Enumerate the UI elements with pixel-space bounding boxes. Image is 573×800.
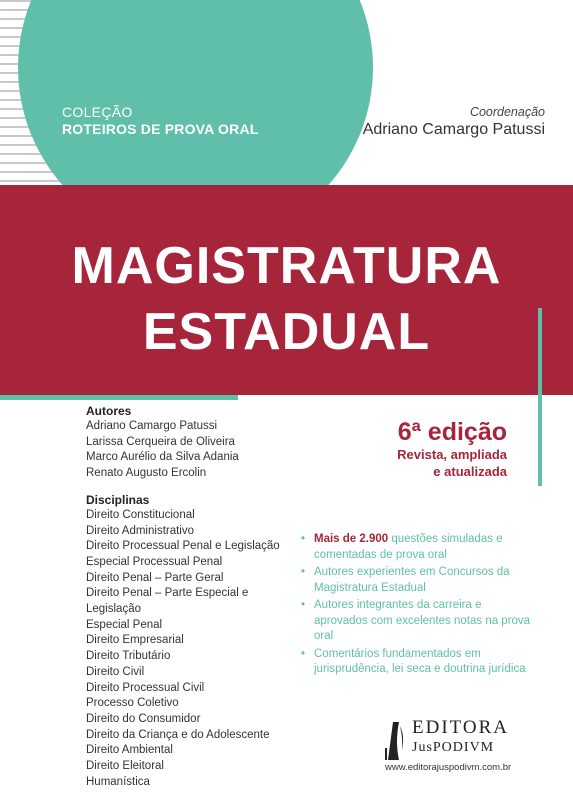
highlight-item [300,532,532,563]
highlight-text: Autores integrantes da carreira e aprovados com excelentes notas na prova oral [314,599,531,642]
discipline-item: Direito Ambiental [86,744,173,757]
publisher-name-bottom: JusPODIVM [412,740,495,755]
bullet-icon: • [301,599,306,611]
author-name: Renato Augusto Ercolin [86,467,207,480]
pen-nib-icon [385,720,407,760]
discipline-item: Direito Constitucional [86,508,195,521]
section-spacer [86,482,296,492]
edition-line2: Revista, ampliada [397,447,507,462]
discipline-item: Direito Civil [86,665,145,678]
discipline-item: Especial Penal [86,618,163,631]
author-name: Larissa Cerqueira de Oliveira [86,435,235,448]
discipline-item: Especial Processual Penal [86,555,223,568]
edition-line3: e atualizada [433,464,507,479]
accent-underline [0,395,238,400]
credits-column [86,403,296,790]
bullet-icon: • [301,566,306,578]
highlight-text: Comentários fundamentados em jurisprudência, lei seca e doutrina jurídica [314,647,526,675]
highlights-list [300,532,532,680]
accent-vertical-bar [538,308,542,486]
bullet-icon: • [301,647,306,660]
publisher-name-top: EDITORA [412,717,510,738]
coordination-block [363,104,545,140]
collection-line1: COLEÇÃO [62,104,133,120]
highlight-item [300,565,532,596]
publisher-url: www.editorajuspodivm.com.br [385,762,512,773]
highlight-text: questões simuladas e comentadas de prova oral [314,533,503,561]
coordination-name: Adriano Camargo Patussi [362,121,545,138]
disciplines-heading: Disciplinas [86,492,150,507]
author-name: Adriano Camargo Patussi [86,420,218,432]
discipline-item: Direito Processual Penal e Legislação [86,540,280,553]
authors-heading: Autores [86,404,132,418]
discipline-item: Direito Processual Civil [86,681,205,694]
title-line2: ESTADUAL [142,303,431,361]
bullet-icon: • [301,533,306,545]
discipline-item: Direito Tributário [86,650,171,663]
highlight-emphasis: Mais de 2.900 [314,533,389,545]
edition-block [397,418,507,480]
collection-line2: ROTEIROS DE PROVA ORAL [62,121,259,137]
discipline-item: Direito Administrativo [86,524,195,537]
discipline-item: Direito Penal – Parte Especial e Legislação [86,587,249,616]
discipline-item: Direito Empresarial [86,634,184,647]
author-name: Marco Aurélio da Silva Adania [86,451,239,464]
coordination-label: Coordenação [469,105,545,119]
publisher-logo [385,718,535,778]
highlight-item [300,598,532,645]
discipline-item: Direito Penal – Parte Geral [86,571,224,584]
discipline-item: Direito da Criança e do Adolescente [86,728,270,741]
discipline-item: Direito Eleitoral [86,760,164,773]
highlight-item [300,647,532,678]
collection-label [62,104,259,138]
highlight-text: Autores experientes em Concursos da Magistratura Estadual [314,566,510,594]
discipline-item: Processo Coletivo [86,697,179,710]
discipline-item: Humanística [86,775,150,788]
discipline-item: Direito do Consumidor [86,712,201,725]
title-line1: MAGISTRATURA [71,237,502,295]
edition-number: 6ª edição [397,418,507,446]
